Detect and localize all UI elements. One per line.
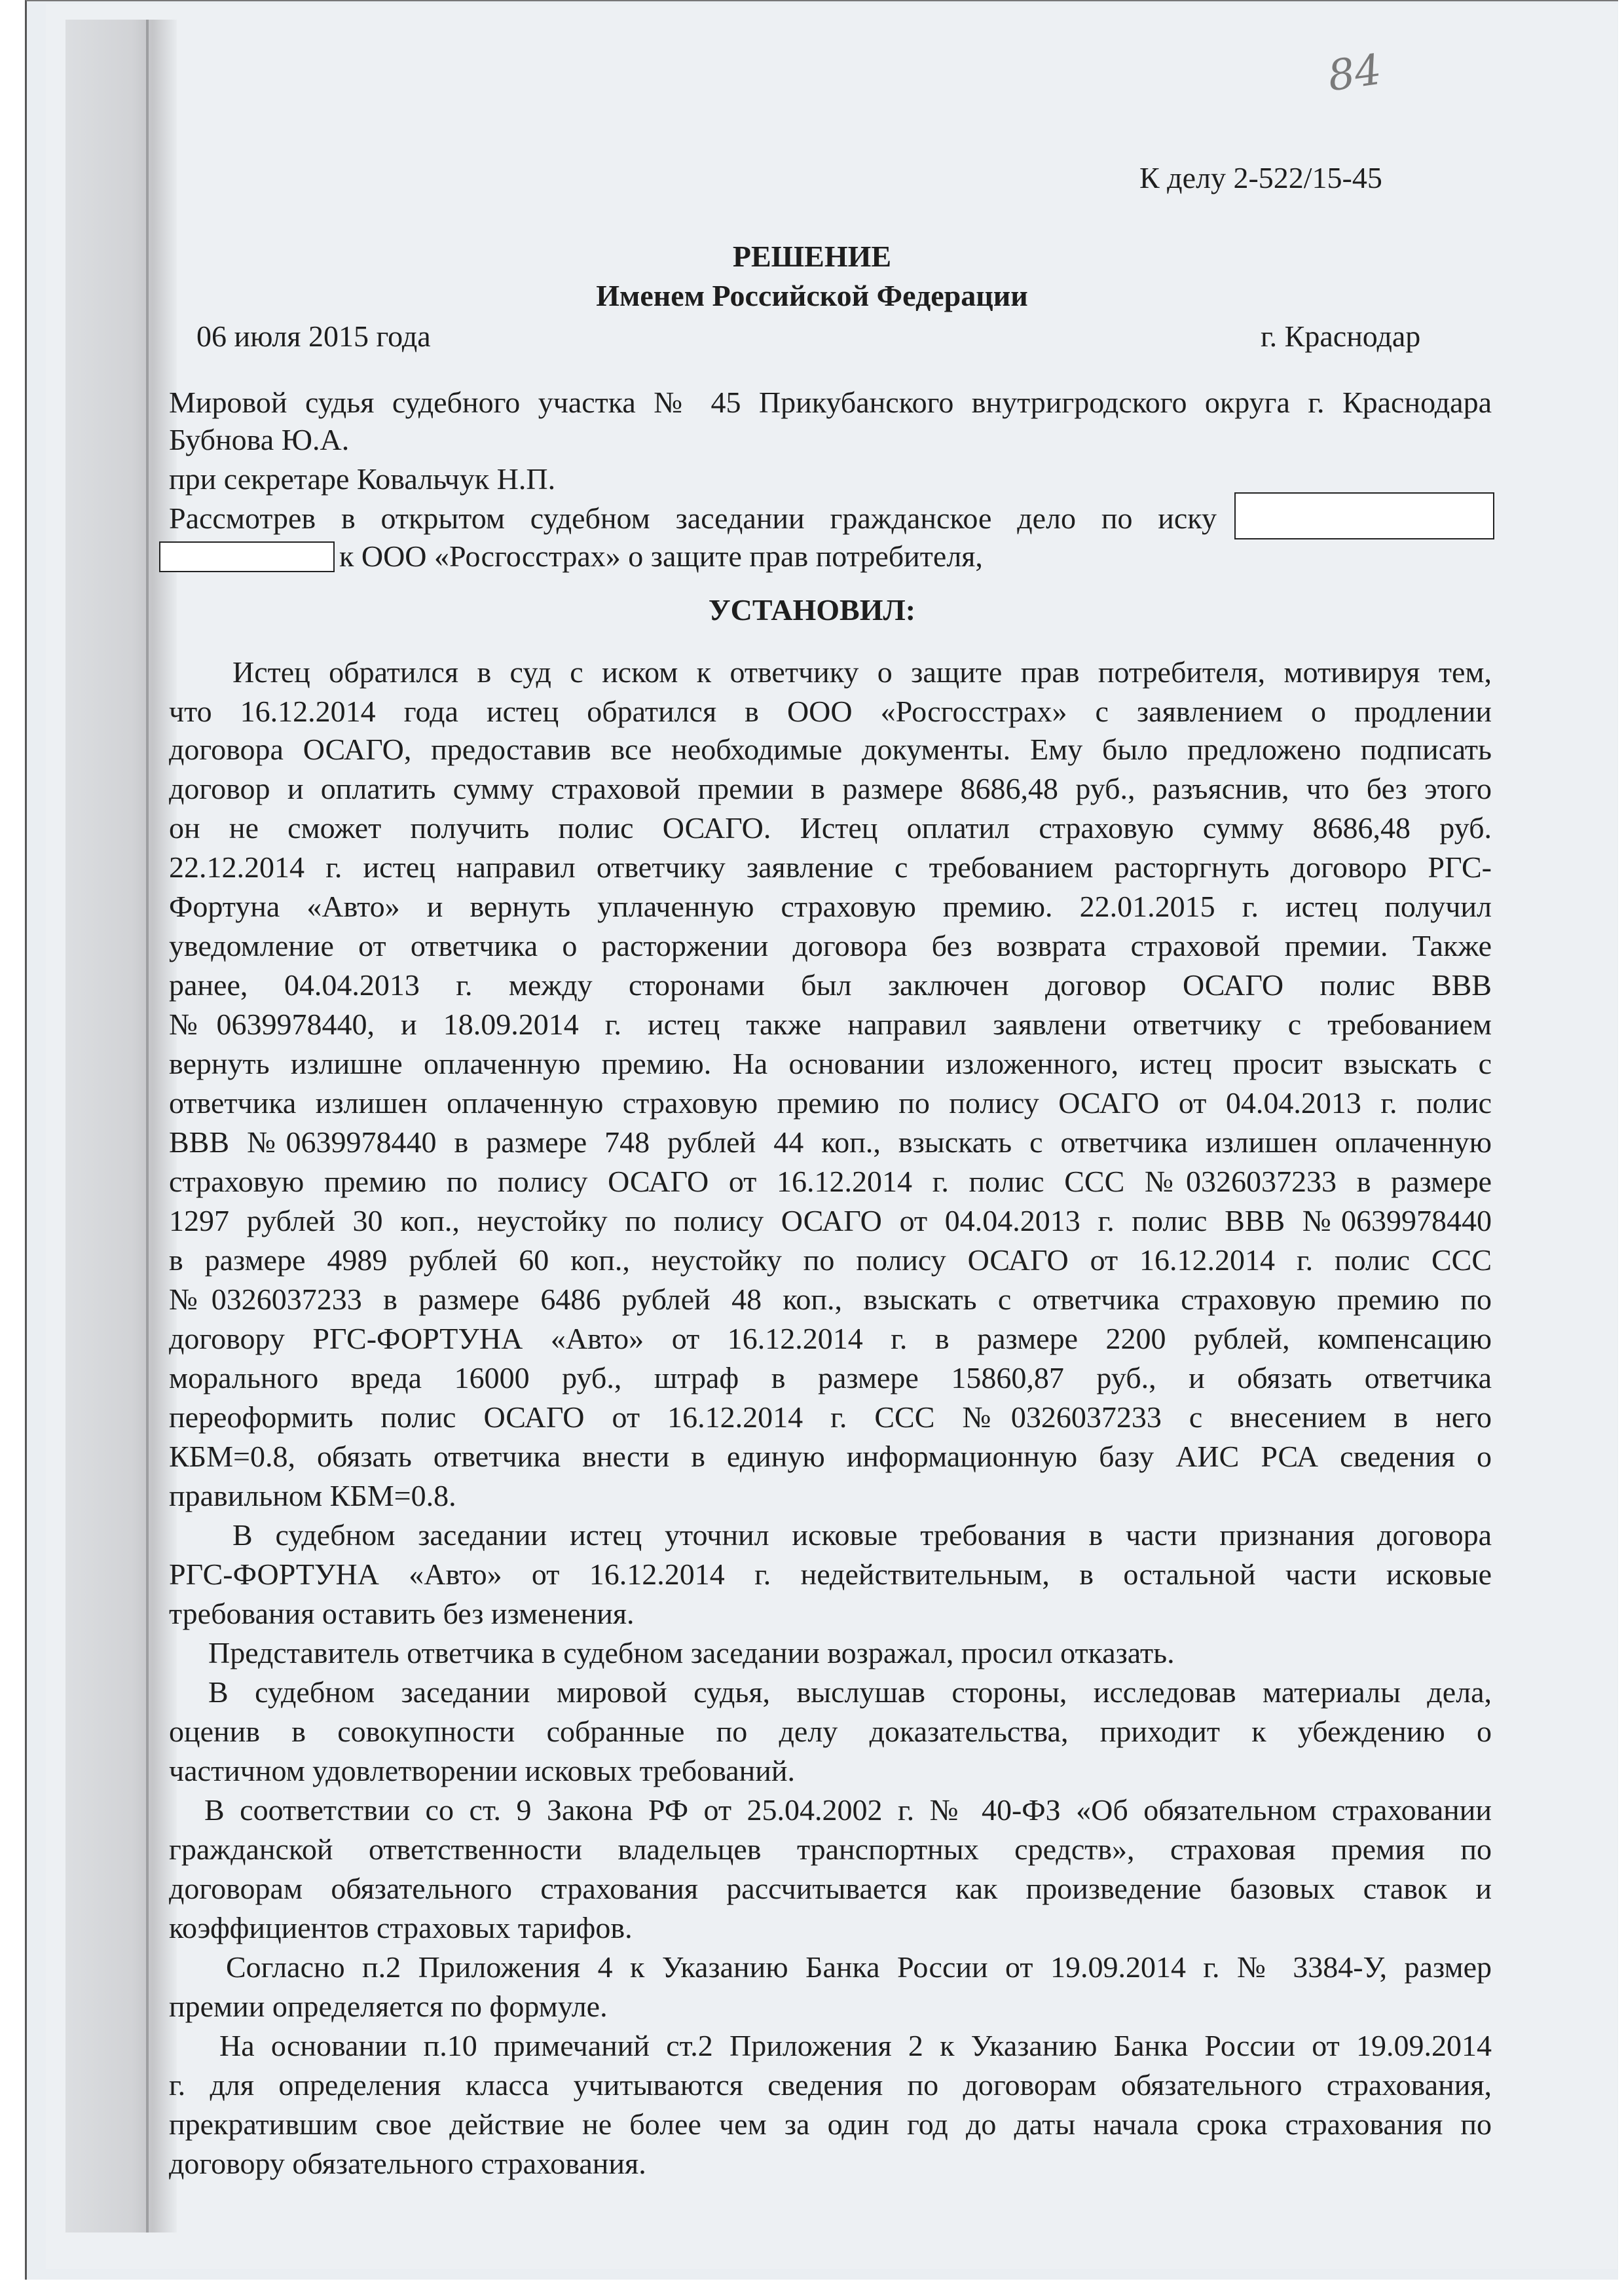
body-line: морального вреда 16000 руб., штраф в размере 15860,87 руб., и обязать ответчика bbox=[169, 1361, 1492, 1394]
body-line: №0639978440, и 18.09.2014 г. истец также направил заявлени ответчику с требованием bbox=[169, 1008, 1492, 1041]
body-line: требования оставить без изменения. bbox=[169, 1597, 635, 1630]
body-line: 22.12.2014 г. истец направил ответчику заявление с требованием расторгнуть договоро РГС- bbox=[169, 850, 1492, 884]
case-reference: К делу 2-522/15-45 bbox=[1139, 161, 1382, 194]
decision-date: 06 июля 2015 года bbox=[196, 319, 431, 353]
body-line: частичном удовлетворении исковых требований. bbox=[169, 1754, 795, 1787]
body-line: В судебном заседании истец уточнил исковые требования в части признания договора bbox=[232, 1518, 1492, 1552]
body-line: договора ОСАГО, предоставив все необходимые документы. Ему было предложено подписать bbox=[169, 733, 1492, 766]
body-line: он не сможет получить полис ОСАГО. Истец оплатил страховую сумму 8686,48 руб. bbox=[169, 811, 1492, 845]
body-line: прекратившим свое действие не более чем за один год до даты начала срока страхования по bbox=[169, 2107, 1492, 2141]
body-line: договорам обязательного страхования рассчитывается как произведение базовых ставок и bbox=[169, 1872, 1492, 1905]
body-line: На основании п.10 примечаний ст.2 Приложения 2 к Указанию Банка России от 19.09.2014 bbox=[219, 2029, 1492, 2062]
body-line: договору обязательного страхования. bbox=[169, 2147, 646, 2180]
body-line: В судебном заседании мировой судья, выслушав стороны, исследовав материалы дела, bbox=[208, 1675, 1492, 1709]
body-line: Фортуна «Авто» и вернуть уплаченную страховую премию. 22.01.2015 г. истец получил bbox=[169, 890, 1492, 923]
judge-line: Мировой судья судебного участка № 45 Прикубанского внутригродского округа г. Краснодара bbox=[169, 386, 1492, 419]
body-line: премии определяется по формуле. bbox=[169, 1990, 608, 2023]
body-line: гражданской ответственности владельцев транспортных средств», страховая премия по bbox=[169, 1832, 1492, 1866]
body-line: №0326037233 в размере 6486 рублей 48 коп., взыскать с ответчика страховую премию по bbox=[169, 1283, 1492, 1316]
redaction-box bbox=[159, 541, 335, 572]
section-heading: УСТАНОВИЛ: bbox=[708, 593, 916, 627]
body-line: РГС-ФОРТУНА «Авто» от 16.12.2014 г. недействительным, в остальной части исковые bbox=[169, 1558, 1492, 1591]
body-line: Представитель ответчика в судебном заседании возражал, просил отказать. bbox=[208, 1636, 1175, 1669]
body-line: ранее, 04.04.2013 г. между сторонами был заключен договор ОСАГО полис ВВВ bbox=[169, 968, 1492, 1002]
body-line: оценив в совокупности собранные по делу доказательства, приходит к убеждению о bbox=[169, 1715, 1492, 1748]
document-subtitle: Именем Российской Федерации bbox=[596, 279, 1028, 312]
body-line: что 16.12.2014 года истец обратился в ООО «Росгосстрах» с заявлением о продлении bbox=[169, 695, 1492, 728]
secretary-line: при секретаре Ковальчук Н.П. bbox=[169, 462, 556, 496]
body-line: уведомление от ответчика о расторжении договора без возврата страховой премии. Также bbox=[169, 929, 1492, 962]
body-line: Истец обратился в суд с иском к ответчику о защите прав потребителя, мотивируя тем, bbox=[232, 655, 1492, 689]
redaction-box bbox=[1234, 492, 1494, 539]
case-line-1: Рассмотрев в открытом судебном заседании гражданское дело по иску bbox=[169, 501, 1217, 535]
body-line: договору РГС-ФОРТУНА «Авто» от 16.12.2014 г. в размере 2200 рублей, компенсацию bbox=[169, 1322, 1492, 1355]
body-line: вернуть излишне оплаченную премию. На основании изложенного, истец просит взыскать с bbox=[169, 1047, 1492, 1080]
body-line: в размере 4989 рублей 60 коп., неустойку по полису ОСАГО от 16.12.2014 г. полис ССС bbox=[169, 1243, 1492, 1277]
body-line: 1297 рублей 30 коп., неустойку по полису ОСАГО от 04.04.2013 г. полис ВВВ №0639978440 bbox=[169, 1204, 1492, 1237]
body-line: Согласно п.2 Приложения 4 к Указанию Банка России от 19.09.2014 г. № 3384-У, размер bbox=[226, 1950, 1492, 1984]
judge-name: Бубнова Ю.А. bbox=[169, 423, 350, 456]
body-line: коэффициентов страховых тарифов. bbox=[169, 1911, 633, 1944]
binding-line bbox=[146, 20, 149, 2232]
decision-city: г. Краснодар bbox=[1261, 319, 1421, 353]
body-line: г. для определения класса учитываются сведения по договорам обязательного страхования, bbox=[169, 2068, 1492, 2102]
binding-shadow bbox=[65, 20, 177, 2232]
body-line: переоформить полис ОСАГО от 16.12.2014 г. ССС №0326037233 с внесением в него bbox=[169, 1400, 1492, 1434]
case-line-2: к ООО «Росгосстрах» о защите прав потребителя, bbox=[339, 539, 983, 573]
body-line: договор и оплатить сумму страховой премии в размере 8686,48 руб., разъяснив, что без этого bbox=[169, 772, 1492, 805]
body-line: В соответствии со ст. 9 Закона РФ от 25.04.2002 г. № 40-ФЗ «Об обязательном страховании bbox=[204, 1793, 1492, 1827]
body-line: ответчика излишен оплаченную страховую премию по полису ОСАГО от 04.04.2013 г. полис bbox=[169, 1086, 1492, 1120]
document-title: РЕШЕНИЕ bbox=[732, 240, 892, 273]
body-line: КБМ=0.8, обязать ответчика внести в единую информационную базу АИС РСА сведения о bbox=[169, 1440, 1492, 1473]
body-line: страховую премию по полису ОСАГО от 16.12.2014 г. полис ССС №0326037233 в размере bbox=[169, 1165, 1492, 1198]
body-line: правильном КБМ=0.8. bbox=[169, 1479, 456, 1512]
body-line: ВВВ №0639978440 в размере 748 рублей 44 коп., взыскать с ответчика излишен оплаченную bbox=[169, 1125, 1492, 1159]
handwritten-page-number: 84 bbox=[1325, 45, 1385, 101]
